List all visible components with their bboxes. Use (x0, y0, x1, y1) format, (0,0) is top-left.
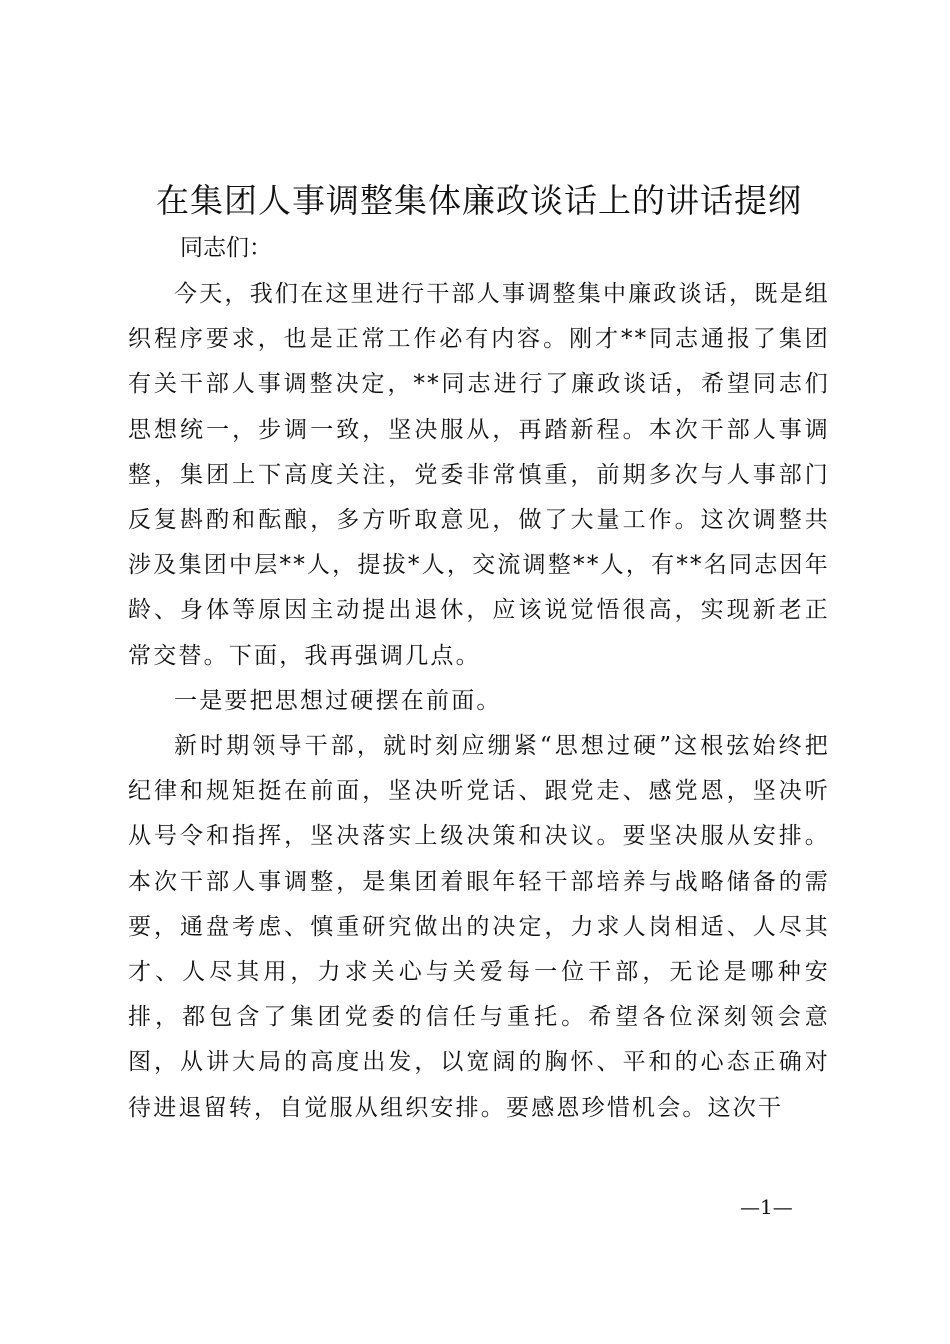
section-heading-1: 一是要把思想过硬摆在前面。 (174, 687, 502, 714)
paragraph-section-1: 新时期领导干部，就时刻应绷紧“思想过硬”这根弦始终把纪律和规矩挺在前面，坚决听党话、跟党走、感党恩，坚决听从号令和指挥，坚决落实上级决策和决议。要坚决服从安排。本次干部人事调整，是集团着眼年轻干部培养与战略储备的需要，通盘考虑、慎重研究做出的决定，力求人岗相适、人尽其才、人尽其用，力求关心与关爱每一位干部，无论是哪种安排，都包含了集团党委的信任与重托。希望各位深刻领会意图，从讲大局的高度出发，以宽阔的胸怀、平和的心态正确对待进退留转，自觉服从组织安排。要感恩珍惜机会。这次干 (128, 733, 830, 1121)
page-number: —1— (740, 1195, 793, 1219)
document-body (128, 272, 830, 1131)
document-title: 在集团人事调整集体廉政谈话上的讲话提纲 (156, 181, 802, 220)
salutation: 同志们： (180, 235, 272, 261)
paragraph-intro: 今天，我们在这里进行干部人事调整集中廉政谈话，既是组织程序要求，也是正常工作必有内容。刚才**同志通报了集团有关干部人事调整决定，**同志进行了廉政谈话，希望同志们思想统一，步调一致，坚决服从，再踏新程。本次干部人事调整，集团上下高度关注，党委非常慎重，前期多次与人事部门反复斟酌和酝酿，多方听取意见，做了大量工作。这次调整共涉及集团中层**人，提拔*人，交流调整**人，有**名同志因年龄、身体等原因主动提出退休，应该说觉悟很高，实现新老正常交替。下面，我再强调几点。 (128, 281, 830, 669)
